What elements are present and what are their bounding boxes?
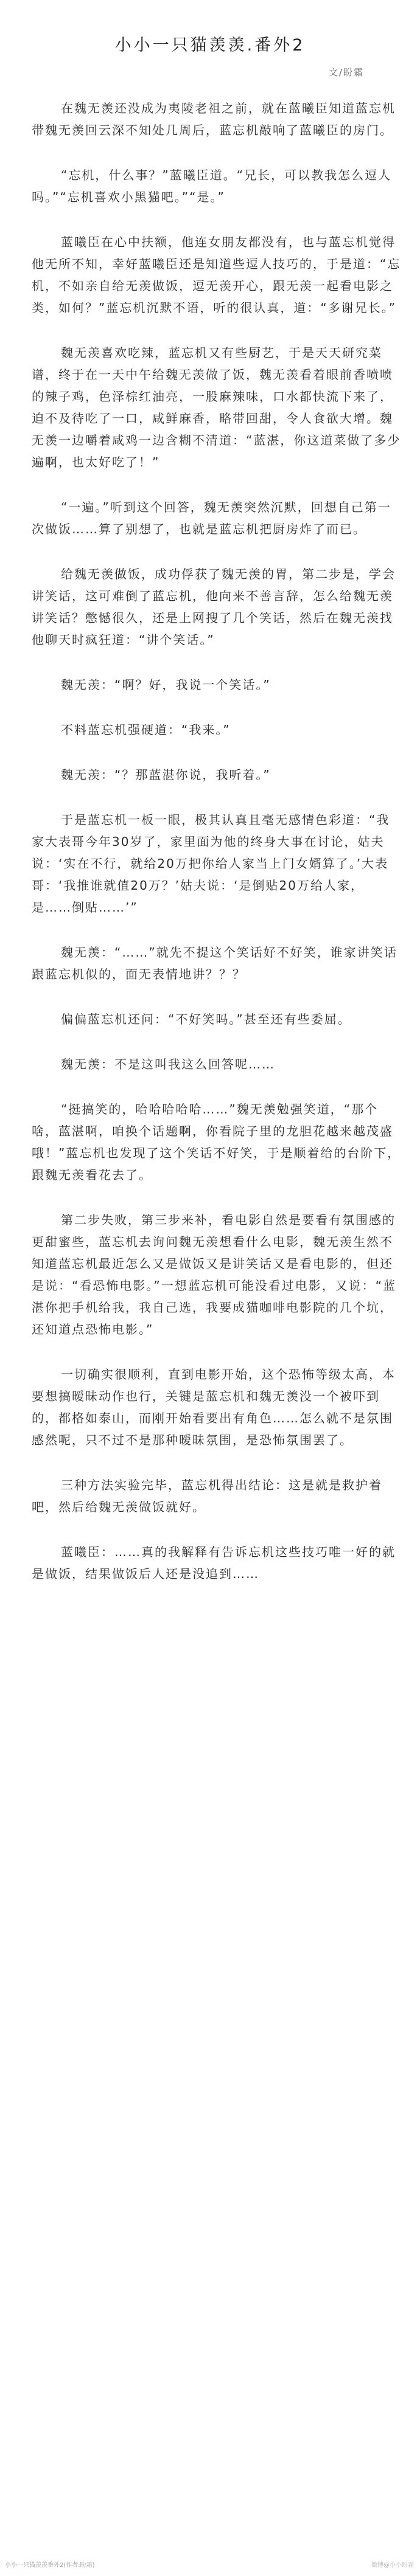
paragraph: 在魏无羡还没成为夷陵老祖之前，就在蓝曦臣知道蓝忘机带魏无羡回云深不知处几周后，蓝忘机敲响了蓝曦臣的房门。 [32,101,396,137]
paragraph: 魏无羡：不是这叫我这么回答呢…… [61,1057,275,1072]
paragraph: 一切确实很顺利，直到电影开始，这个恐怖等级太高，本要想搞暧昧动作也行，关键是蓝忘机和魏无羡没一个被吓到的，都格如泰山，而刚开始看要出有角色……怎么就不是氛围感然呢，只不过不是那种暧昧氛围，是恐怖氛围罢了。 [32,1367,396,1447]
paragraph: 魏无羡：“啊？好，我说一个笑话。” [61,677,271,692]
paragraph: 魏无羡：“？那蓝湛你说，我听着。” [61,767,271,782]
paragraph: 给魏无羡做饭，成功俘获了魏无羡的胃，第二步是，学会讲笑话，这可难倒了蓝忘机，他向来不善言辞，怎么给魏无羡讲笑话？憋憾很久，还是上网搜了几个笑话，然后在魏无羡找他聊天时疯狂道：“讲个笑话。” [32,567,396,647]
paragraph: 第二步失败，第三步来补，看电影自然是要看有氛围感的更甜蜜些，蓝忘机去询问魏无羡想看什么电影，魏无羡生然不知道蓝忘机最近怎么又是做饭又是讲笑话又是看电影的，但还是说：“看恐怖电影。”一想蓝忘机可能没看过电影，又说：“蓝湛你把手机给我，我自己选，我要成猫咖啡电影院的几个坑，还知道点恐怖电影。” [32,1213,397,1337]
footer-caption: 小小一只猫羡羡番外2(作者:盼霜) [5,2562,95,2569]
paragraph: “忘机，什么事？”蓝曦臣道。“兄长，可以教我怎么逗人吗。”“忘机喜欢小黑猫吧。”“是。” [32,168,392,204]
paragraph: 魏无羡：“……”就先不提这个笑话好不好笑，谁家讲笑话跟蓝忘机似的，面无表情地讲？？？ [32,945,397,982]
paragraph: 于是蓝忘机一板一眼，极其认真且毫无感情色彩道：“我家大表哥今年30岁了，家里面为他的终身大事在讨论，姑夫说：‘实在不行，就给20万把你给人家当上门女婿算了。’大表哥：‘我推谁就值20万？’姑夫说：‘是倒贴20万给人家，是……倒贴……’” [32,812,390,915]
paragraph: 不料蓝忘机强硬道：“我来。” [61,722,231,737]
paragraph: 魏无羡喜欢吃辣，蓝忘机又有些厨艺，于是天天研究菜谱，终于在一天中午给魏无羡做了饭，魏无羡看着眼前香喷喷的辣子鸡，色泽棕红油亮，一股麻辣味，口水都快流下来了，迫不及待吃了一口，咸鲜麻香，略带回甜，令人食欲大增。魏无羡一边嚼着咸鸡一边含糊不清道：“蓝湛，你这道菜做了多少遍啊，也太好吃了！” [32,345,401,469]
story-body [32,97,402,2515]
paragraph: “一遍。”听到这个回答，魏无羡突然沉默，回想自己第一次做饭……算了别想了，也就是蓝忘机把厨房炸了而已。 [32,500,391,536]
paragraph: 三种方法实验完毕，蓝忘机得出结论：这是就是救护着吧，然后给魏无羡做饭就好。 [32,1478,382,1514]
paragraph: 蓝曦臣：……真的我解释有告诉忘机这些技巧唯一好的就是做饭，结果做饭后人还是没追到…… [32,1545,396,1581]
watermark: 微博@小小盼霜 [371,2562,414,2569]
author-byline: 文/盼霜 [328,67,364,78]
page-title: 小小一只猫羡羡.番外2 [114,36,306,55]
paragraph: 偏偏蓝忘机还问：“不好笑吗。”甚至还有些委屈。 [61,1012,351,1027]
paragraph: 蓝曦臣在心中扶额，他连女朋友都没有，也与蓝忘机觉得他无所不知，幸好蓝曦臣还是知道些逗人技巧的，于是道：“忘机，不如亲自给无羡做饭，逗无羡开心，跟无羡一起看电影之类，如何？”蓝忘机沉默不语，听的很认真，道：“多谢兄长。” [32,235,401,315]
paragraph: “挺搞笑的，哈哈哈哈哈……”魏无羡勉强笑道，“那个啥，蓝湛啊，咱换个话题啊，你看院子里的龙胆花越来越茂盛哦！”蓝忘机也发现了这个笑话不好笑，于是顺着给的台阶下，跟魏无羡看花去了。 [32,1102,401,1182]
